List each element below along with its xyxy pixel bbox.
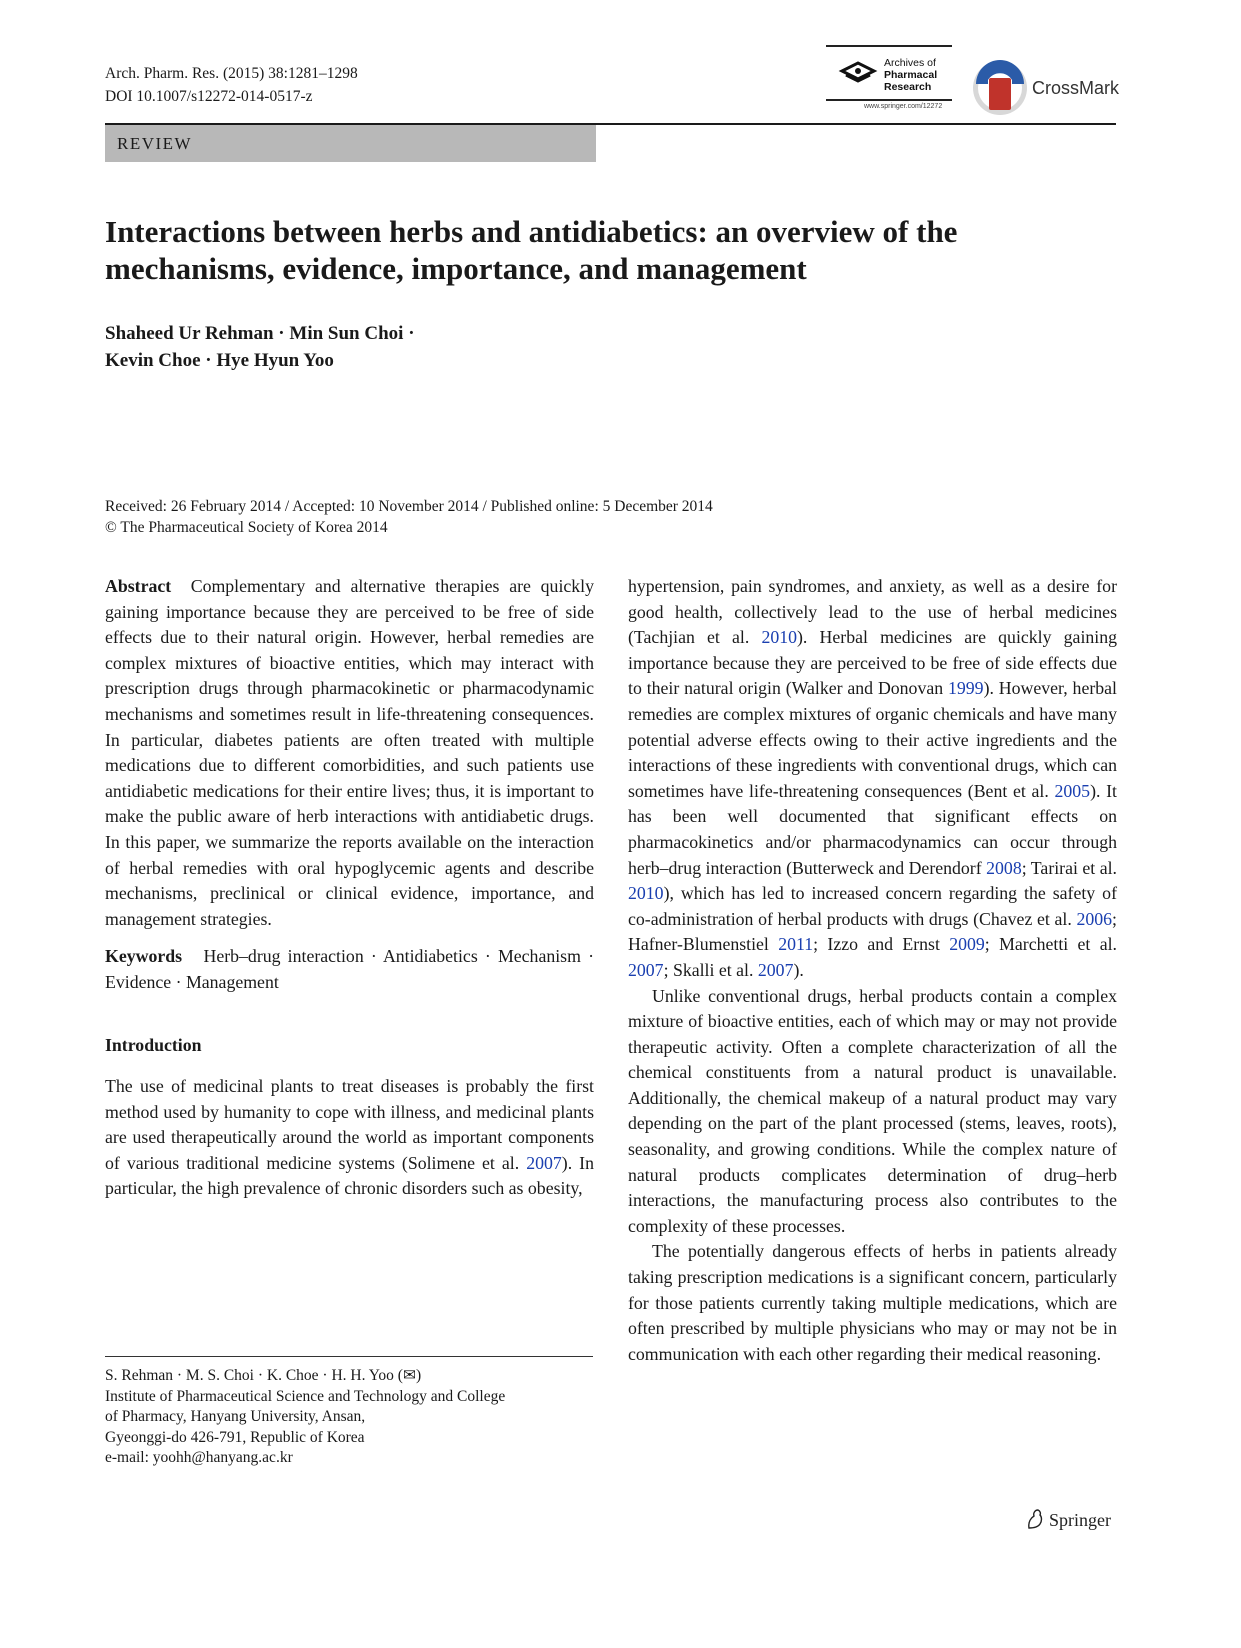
citation-link[interactable]: 2006 (1076, 908, 1113, 929)
journal-header (105, 62, 358, 108)
publisher-logo (1025, 1508, 1111, 1531)
right-paragraph-3: The potentially dangerous effects of herbs in patients already taking prescription medications is a significant concern, particularly for those patients currently taking multiple medications, which are often prescribed by multiple physicians who may or may not be in communication with each other regarding their medical reasoning. (628, 1241, 1117, 1364)
keywords-label: Keywords (105, 946, 183, 967)
citation-link[interactable]: 2005 (1054, 780, 1091, 801)
section-label: REVIEW (105, 125, 596, 162)
keywords (105, 944, 594, 995)
right-paragraph-2: Unlike conventional drugs, herbal products contain a complex mixture of bioactive entities, each of which may or may not provide therapeutic activity. Often a complete characterization of all the chemical constituents from a natural product is unavailable. Additionally, the chemical makeup of a natural product may vary depending on the part of the plant processed (stems, leaves, roots), seasonality, and growing conditions. While the complex nature of natural products complicates determination of drug–herb interactions, the manufacturing process also contributes to the complexity of these processes. (628, 985, 1117, 1236)
logo-url[interactable]: www.springer.com/12272 (864, 103, 943, 110)
logo-line-3: Research (884, 81, 932, 93)
citation-link[interactable]: 2007 (628, 959, 664, 980)
right-paragraph-1: hypertension, pain syndromes, and anxiety, as well as a desire for good health, collectively lead to the use of herbal medicines (Tachjian et al. 2010). Herbal medicines are quickly gaining importance because they are perceived to be free of side effects due to their natural origin (Walker and Donovan 1999). However, herbal remedies are complex mixtures of organic chemicals and have many potential adverse effects owing to their active ingredients and the interactions of these ingredients with conventional drugs, which can sometimes have life-threatening consequences (Bent et al. 2005). It has been well documented that significant effects on pharmacokinetics and/or pharmacodynamics can occur through herb–drug interaction (Butterweck and Derendorf 2008; Tarirai et al. 2010), which has led to increased concern regarding the safety of co-administration of herbal products with drugs (Chavez et al. 2006; Hafner-Blumenstiel 2011; Izzo and Ernst 2009; Marchetti et al. 2007; Skalli et al. 2007). (628, 576, 1118, 980)
doi[interactable]: DOI 10.1007/s12272-014-0517-z (105, 88, 313, 105)
citation-link[interactable]: 2007 (757, 959, 794, 980)
affiliation-line-2: of Pharmacy, Hanyang University, Ansan, (105, 1408, 366, 1425)
citation-link[interactable]: 2009 (949, 934, 985, 955)
affiliation-line-1: Institute of Pharmaceutical Science and Technology and College (105, 1387, 506, 1405)
book-icon (838, 57, 878, 89)
springer-horse-icon (1025, 1508, 1045, 1530)
journal-logo[interactable] (826, 45, 952, 115)
citation-link[interactable]: 2010 (628, 883, 664, 904)
crossmark-label: CrossMark (1032, 78, 1120, 98)
logo-line-1: Archives of (884, 57, 936, 69)
citation-link[interactable]: 2011 (778, 934, 814, 955)
affiliation-email[interactable]: e-mail: yoohh@hanyang.ac.kr (105, 1449, 293, 1466)
history-dates: Received: 26 February 2014 / Accepted: 10 November 2014 / Published online: 5 December 2014 (105, 498, 713, 515)
affiliation-line-3: Gyeonggi-do 426-791, Republic of Korea (105, 1428, 365, 1446)
article-title: Interactions between herbs and antidiabetics: an overview of the mechanisms, evidence, importance, and management (105, 214, 958, 286)
introduction-heading: Introduction (105, 1034, 202, 1055)
authors-line-2: Kevin Choe · Hye Hyun Yoo (105, 350, 334, 371)
citation-link[interactable]: 2007 (526, 1152, 562, 1173)
citation-link[interactable]: 1999 (948, 678, 984, 699)
logo-line-2: Pharmacal (884, 69, 938, 81)
intro-paragraph-1: The use of medicinal plants to treat diseases is probably the first method used by humanity to cope with illness, and medicinal plants are used therapeutically around the world as important components of various traditional medicine systems (Solimene et al. 2007). In particular, the high prevalence of chronic disorders such as obesity, (105, 1076, 594, 1199)
footnote-rule (105, 1356, 593, 1357)
journal-citation: Arch. Pharm. Res. (2015) 38:1281–1298 (105, 65, 358, 82)
keywords-text: Herb–drug interaction · Antidiabetics · Mechanism · Evidence · Management (105, 946, 594, 992)
crossmark-icon (972, 60, 1028, 116)
right-column (628, 574, 1117, 1367)
left-column (105, 574, 594, 1202)
authors-line-1: Shaheed Ur Rehman · Min Sun Choi · (105, 323, 415, 344)
affiliation (105, 1366, 605, 1469)
citation-link[interactable]: 2010 (761, 627, 798, 648)
author-list (105, 320, 415, 374)
copyright: © The Pharmaceutical Society of Korea 2014 (105, 519, 388, 536)
article-dates (105, 496, 713, 538)
citation-link[interactable]: 2008 (986, 857, 1022, 878)
abstract (105, 574, 594, 932)
crossmark-badge[interactable] (972, 60, 1122, 118)
abstract-label: Abstract (105, 576, 172, 596)
publisher-name: Springer (1049, 1510, 1111, 1530)
abstract-text: Complementary and alternative therapies are quickly gaining importance because they are perceived to be free of side effects due to their natural origin. However, herbal remedies are complex mixtures of bioactive entities, which may interact with prescription drugs through pharmacokinetic or pharmacodynamic mechanisms and sometimes result in life-threatening consequences. In particular, diabetes patients are often treated with multiple medications due to different comorbidities, and such patients use antidiabetic medications for their entire lives; thus, it is important to make the public aware of herb interactions with antidiabetic drugs. In this paper, we summarize the reports available on the interaction of herbal remedies with oral hypoglycemic agents and describe mechanisms, preclinical or clinical evidence, importance, and management strategies. (105, 576, 595, 929)
affiliation-names: S. Rehman · M. S. Choi · K. Choe · H. H. Yoo (✉) (105, 1367, 422, 1384)
